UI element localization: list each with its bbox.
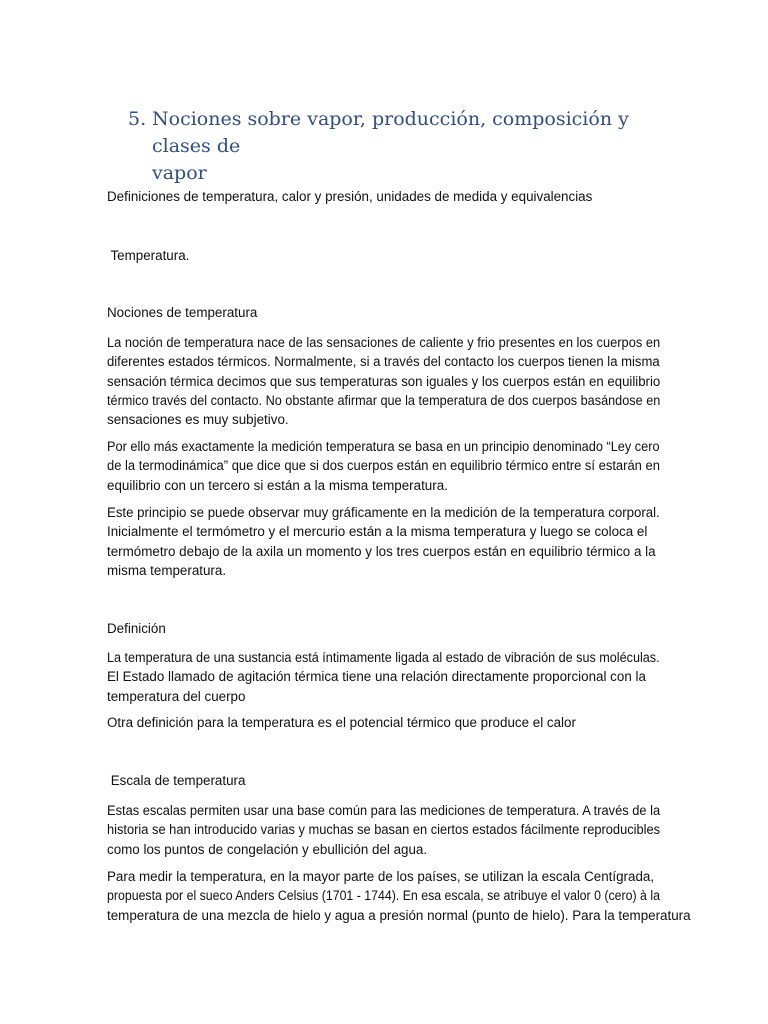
paragraph-line: propuesta por el sueco Anders Celsius (1701 - 1744). En esa escala, se atribuye el valor 0 (cero) à la — [107, 888, 660, 904]
paragraph-line: La temperatura de una sustancia está íntimamente ligada al estado de vibración de sus moléculas. — [107, 650, 660, 665]
paragraph-line: Para medir la temperatura, en la mayor parte de los países, se utilizan la escala Centígrada, — [107, 869, 655, 884]
paragraph-line: térmico través del contacto. No obstante afirmar que la temperatura de dos cuerpos basándose en — [107, 392, 661, 408]
paragraph-line: El Estado llamado de agitación térmica tiene una relación directamente proporcional con la — [107, 669, 646, 685]
paragraph-line: temperatura de una mezcla de hielo y agua a presión normal (punto de hielo). Para la temperatura — [107, 907, 691, 923]
paragraph-line: misma temperatura. — [107, 562, 227, 578]
section-title-line-2: vapor — [152, 162, 207, 184]
paragraph-line: sensaciones es muy subjetivo. — [107, 412, 289, 428]
paragraph-line: termómetro debajo de la axila un momento y los tres cuerpos están en equilibrio térmico a la — [107, 543, 656, 559]
section-heading — [128, 106, 648, 187]
paragraph-5: Otra definición para la temperatura es el potencial térmico que produce el calor — [107, 715, 576, 730]
paragraph-1 — [107, 333, 660, 429]
paragraph-line: de la termodinámica” que dice que si dos cuerpos están en equilibrio térmico entre sí estarán en — [107, 458, 660, 474]
paragraph-line: Por ello más exactamente la medición temperatura se basa en un principio denominado “Ley cero — [107, 439, 660, 454]
paragraph-3 — [107, 503, 660, 580]
escala-heading: Escala de temperatura — [107, 773, 246, 788]
section-title-line-1: Nociones sobre vapor, producción, composición y clases de — [152, 108, 629, 157]
paragraph-line: temperatura del cuerpo — [107, 688, 246, 704]
paragraph-line: sensación térmica decimos que sus temperaturas son iguales y los cuerpos están en equilibrio — [107, 373, 661, 389]
paragraph-4 — [107, 648, 660, 706]
paragraph-6 — [107, 801, 660, 859]
paragraph-line: Inicialmente el termómetro y el mercurio están a la misma temperatura y luego se coloca el — [107, 524, 648, 540]
paragraph-line: como los puntos de congelación y ebullición del agua. — [107, 841, 428, 857]
paragraph-line: historia se han introducido varias y muchas se basan en ciertos estados fácilmente reproducibles — [107, 822, 661, 838]
paragraph-line: Estas escalas permiten usar una base común para las mediciones de temperatura. A través de la — [107, 803, 661, 818]
paragraph-7 — [107, 867, 691, 925]
paragraph-2 — [107, 437, 660, 495]
paragraph-line: equilibrio con un tercero si están a la misma temperatura. — [107, 477, 448, 493]
paragraph-line: Este principio se puede observar muy gráficamente en la medición de la temperatura corporal. — [107, 505, 660, 520]
section-number: 5. — [128, 108, 147, 130]
definicion-heading: Definición — [107, 621, 166, 636]
nociones-heading: Nociones de temperatura — [107, 305, 258, 320]
paragraph-line: La noción de temperatura nace de las sensaciones de caliente y frio presentes en los cuerpos en — [107, 335, 661, 350]
subtitle: Definiciones de temperatura, calor y presión, unidades de medida y equivalencias — [107, 189, 593, 204]
paragraph-line: diferentes estados térmicos. Normalmente, si a través del contacto los cuerpos tienen la misma — [107, 354, 660, 370]
temperatura-heading: Temperatura. — [107, 248, 190, 263]
